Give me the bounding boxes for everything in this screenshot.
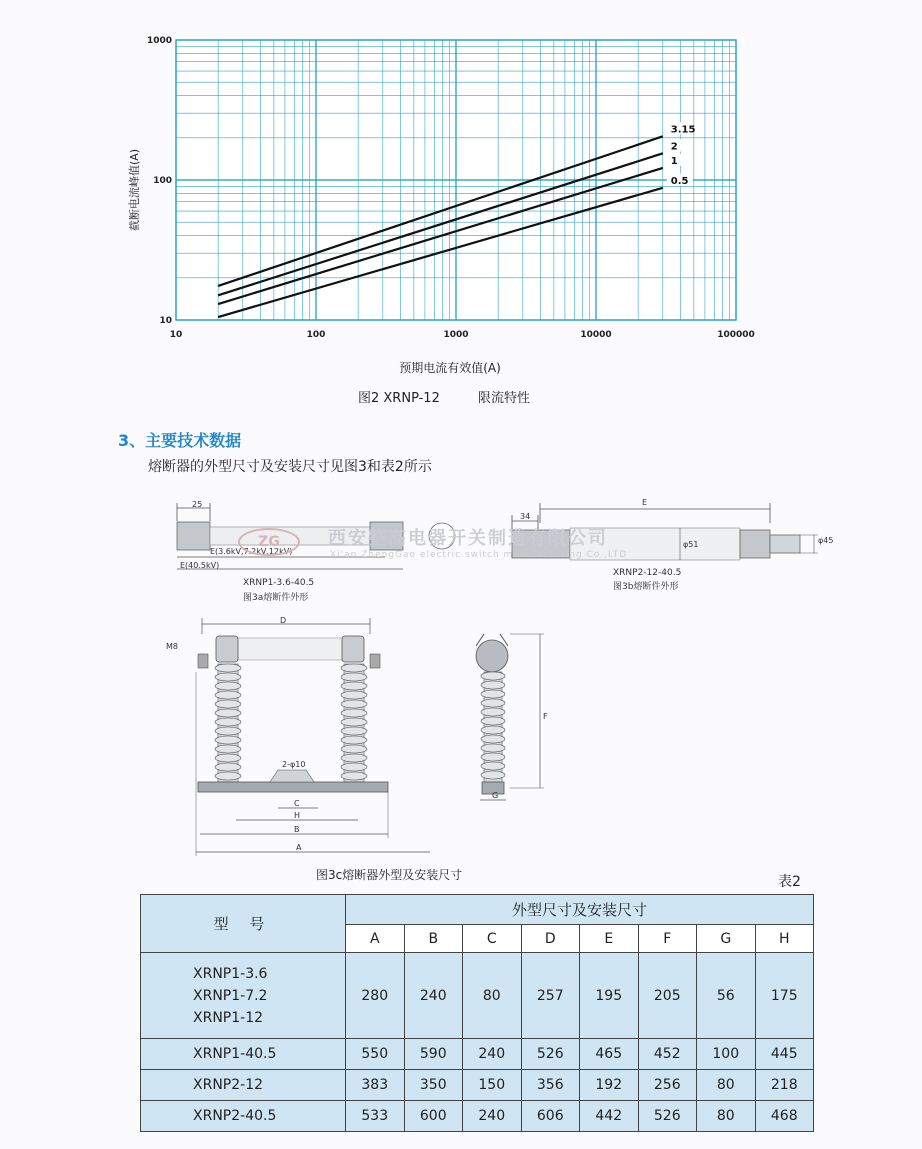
value-cell: 465 (580, 1039, 639, 1070)
value-cell: 218 (755, 1070, 814, 1101)
chart-series-labels (667, 122, 696, 186)
fig3c-dim-c: C (294, 799, 300, 808)
right-insulator (341, 664, 367, 782)
model-cell: XRNP2-40.5 (141, 1101, 346, 1132)
column-header: A (346, 925, 405, 953)
value-cell: 550 (346, 1039, 405, 1070)
value-cell: 195 (580, 953, 639, 1039)
fig2-caption (358, 387, 530, 406)
chart-x-label: 预期电流有效值(A) (399, 361, 501, 375)
table-label: 表2 (778, 874, 801, 890)
fig3b-caption: 图3b熔断件外形 (613, 582, 679, 592)
table-row (141, 1039, 814, 1070)
fig3b-dim-d51: φ51 (683, 540, 699, 549)
fig3b-dim-d45: φ45 (818, 536, 834, 545)
value-cell: 606 (521, 1101, 580, 1132)
fig3a-model: XRNP1-3.6-40.5 (243, 578, 315, 588)
value-cell: 80 (697, 1101, 756, 1132)
table-row (141, 1101, 814, 1132)
value-cell: 452 (638, 1039, 697, 1070)
value-cell: 356 (521, 1070, 580, 1101)
model-cell: XRNP2-12 (141, 1070, 346, 1101)
series-label: 3.15 (670, 124, 696, 136)
x-tick-label: 100 (306, 330, 326, 340)
value-cell: 533 (346, 1101, 405, 1132)
x-tick-label: 10000 (580, 330, 612, 340)
value-cell: 192 (580, 1070, 639, 1101)
column-header: G (697, 925, 756, 953)
value-cell: 383 (346, 1070, 405, 1101)
y-tick-label: 100 (153, 176, 172, 186)
fig3c-dim-g: G (492, 791, 499, 800)
value-cell: 256 (638, 1070, 697, 1101)
column-header: B (404, 925, 463, 953)
fig2-caption-desc: 限流特性 (478, 391, 531, 406)
fig3c-dim-d: D (280, 616, 287, 625)
fig3a-caption: 图3a熔断件外形 (243, 593, 309, 603)
value-cell: 80 (697, 1070, 756, 1101)
chart-grid (176, 40, 736, 320)
model-cell: XRNP1-40.5 (141, 1039, 346, 1070)
fig3b-dim-e: E (642, 498, 648, 507)
value-cell: 240 (463, 1039, 522, 1070)
watermark-company-english: Xi'an ZhengGao electric switch manufacturing Co.,LTD (330, 550, 628, 560)
value-cell: 240 (463, 1101, 522, 1132)
y-tick-label: 10 (159, 316, 172, 326)
chart-y-label: 截断电流峰值(A) (128, 148, 141, 232)
model-header: 型 号 (141, 895, 346, 953)
watermark-company-name: 西安整高电器开关制造有限公司 (328, 528, 608, 549)
x-tick-label: 10 (169, 330, 183, 340)
value-cell: 80 (463, 953, 522, 1039)
x-tick-label: 1000 (443, 330, 469, 340)
value-cell: 205 (638, 953, 697, 1039)
value-cell: 150 (463, 1070, 522, 1101)
current-limiting-chart (110, 30, 755, 375)
value-cell: 590 (404, 1039, 463, 1070)
dimensions-table (140, 894, 814, 1132)
column-header: D (521, 925, 580, 953)
fig3a-dim-e1: E(3.6kV,7.2kV,12kV) (210, 547, 293, 556)
value-cell: 526 (638, 1101, 697, 1132)
fig3a-dim-25: 25 (192, 500, 203, 509)
company-logo: ZG (238, 528, 300, 556)
value-cell: 526 (521, 1039, 580, 1070)
value-cell: 350 (404, 1070, 463, 1101)
column-header: C (463, 925, 522, 953)
fig3c-dim-f: F (543, 712, 548, 721)
value-cell: 600 (404, 1101, 463, 1132)
value-cell: 175 (755, 953, 814, 1039)
column-header: F (638, 925, 697, 953)
fig3c-dim-a: A (296, 843, 302, 852)
model-cell: XRNP1-3.6 XRNP1-7.2 XRNP1-12 (141, 953, 346, 1039)
fuse-assembly-drawing (160, 612, 580, 872)
left-insulator (215, 664, 241, 782)
series-label: 2 (670, 141, 678, 153)
fig3a-dim-e2: E(40.5kV) (180, 561, 220, 570)
table-row (141, 1070, 814, 1101)
fig3c-m8: M8 (166, 642, 178, 651)
y-tick-label: 1000 (146, 36, 172, 46)
section-title: 3、主要技术数据 (118, 431, 242, 450)
value-cell: 100 (697, 1039, 756, 1070)
section-intro: 熔断器的外型尺寸及安装尺寸见图3和表2所示 (148, 459, 432, 475)
fig3c-caption: 图3c熔断器外型及安装尺寸 (316, 868, 463, 882)
dimensions-header: 外型尺寸及安装尺寸 (346, 895, 814, 925)
fig2-caption-label: 图2 XRNP-12 (358, 391, 440, 406)
value-cell: 468 (755, 1101, 814, 1132)
value-cell: 445 (755, 1039, 814, 1070)
value-cell: 280 (346, 953, 405, 1039)
value-cell: 56 (697, 953, 756, 1039)
table-header-row (141, 895, 814, 925)
table-row (141, 953, 814, 1039)
column-header: E (580, 925, 639, 953)
x-tick-label: 100000 (717, 330, 755, 340)
fig3c-dim-b: B (294, 825, 300, 834)
series-label: 0.5 (670, 175, 689, 187)
side-insulator (481, 672, 505, 782)
fig3c-holes: 2-φ10 (282, 760, 306, 769)
column-header: H (755, 925, 814, 953)
series-label: 1 (670, 155, 678, 167)
fig3c-dim-h: H (294, 811, 301, 820)
value-cell: 240 (404, 953, 463, 1039)
value-cell: 257 (521, 953, 580, 1039)
value-cell: 442 (580, 1101, 639, 1132)
fig3b-model: XRNP2-12-40.5 (613, 568, 682, 578)
fig3b-dim-34: 34 (520, 512, 531, 521)
